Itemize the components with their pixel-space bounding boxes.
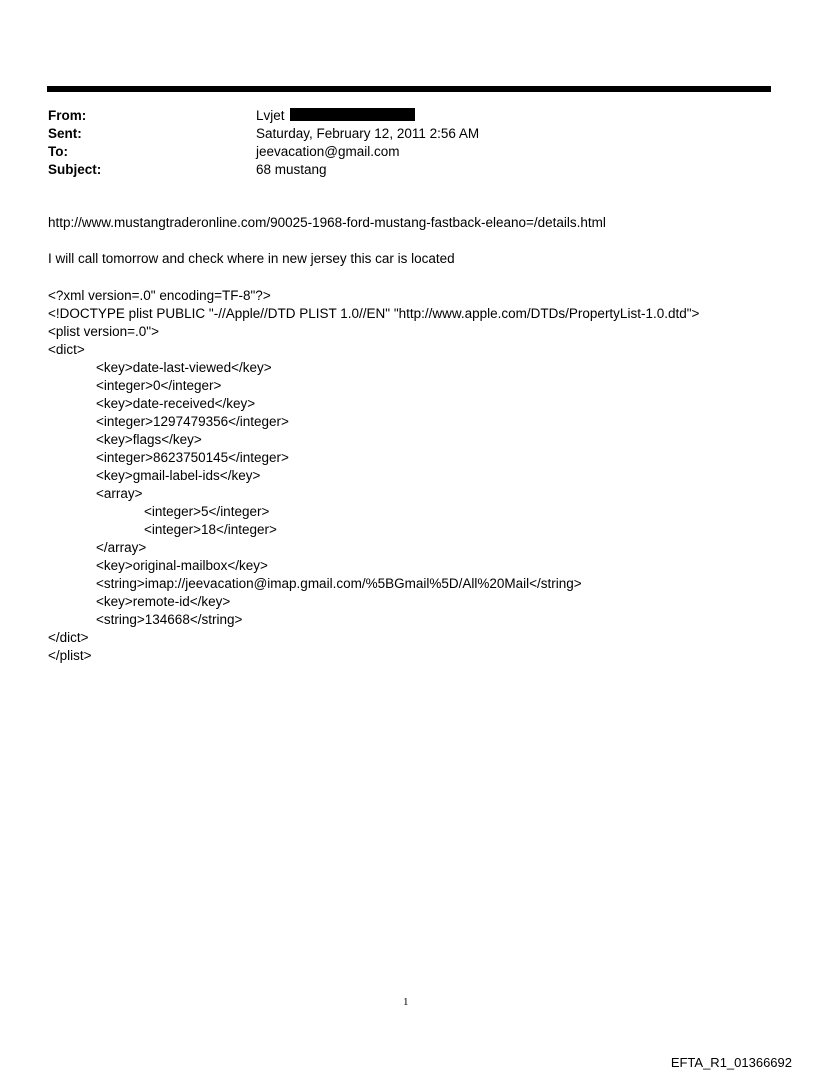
xml-line: <key>original-mailbox</key> xyxy=(96,558,268,573)
xml-line: <array> xyxy=(96,486,143,501)
xml-line: <key>gmail-label-ids</key> xyxy=(96,468,261,483)
from-value xyxy=(256,107,415,125)
xml-line: <integer>5</integer> xyxy=(144,504,270,519)
xml-line: <key>date-received</key> xyxy=(96,396,256,411)
xml-line: <integer>18</integer> xyxy=(144,522,277,537)
to-label: To: xyxy=(48,144,68,159)
xml-line: <string>134668</string> xyxy=(96,612,243,627)
xml-line: <plist version=.0"> xyxy=(48,324,159,339)
xml-line: <key>date-last-viewed</key> xyxy=(96,360,272,375)
xml-line: <dict> xyxy=(48,342,85,357)
xml-line: <string>imap://jeevacation@imap.gmail.com/%5BGmail%5D/All%20Mail</string> xyxy=(96,576,582,591)
sent-value: Saturday, February 12, 2011 2:56 AM xyxy=(256,126,480,141)
body-message: I will call tomorrow and check where in new jersey this car is located xyxy=(48,251,455,266)
from-name: Lvjet xyxy=(256,108,285,123)
xml-line: <integer>0</integer> xyxy=(96,378,222,393)
subject-value: 68 mustang xyxy=(256,162,327,177)
xml-line: <?xml version=.0" encoding=TF-8"?> xyxy=(48,288,271,303)
xml-line: <key>flags</key> xyxy=(96,432,202,447)
xml-line: </dict> xyxy=(48,630,89,645)
subject-label: Subject: xyxy=(48,162,102,177)
header-divider xyxy=(47,86,771,92)
page-number: 1 xyxy=(403,996,409,1008)
xml-line: <integer>8623750145</integer> xyxy=(96,450,289,465)
from-label: From: xyxy=(48,108,87,123)
sent-label: Sent: xyxy=(48,126,82,141)
xml-line: <key>remote-id</key> xyxy=(96,594,231,609)
redaction-block xyxy=(290,108,415,121)
to-value: jeevacation@gmail.com xyxy=(256,144,400,159)
xml-line: <integer>1297479356</integer> xyxy=(96,414,289,429)
xml-line: </plist> xyxy=(48,648,92,663)
body-url: http://www.mustangtraderonline.com/90025-1968-ford-mustang-fastback-eleano=/details.html xyxy=(48,215,606,230)
xml-line: <!DOCTYPE plist PUBLIC "-//Apple//DTD PLIST 1.0//EN" "http://www.apple.com/DTDs/PropertyList-1.0.dtd"> xyxy=(48,306,700,321)
xml-line: </array> xyxy=(96,540,147,555)
bates-number: EFTA_R1_01366692 xyxy=(670,1055,792,1070)
